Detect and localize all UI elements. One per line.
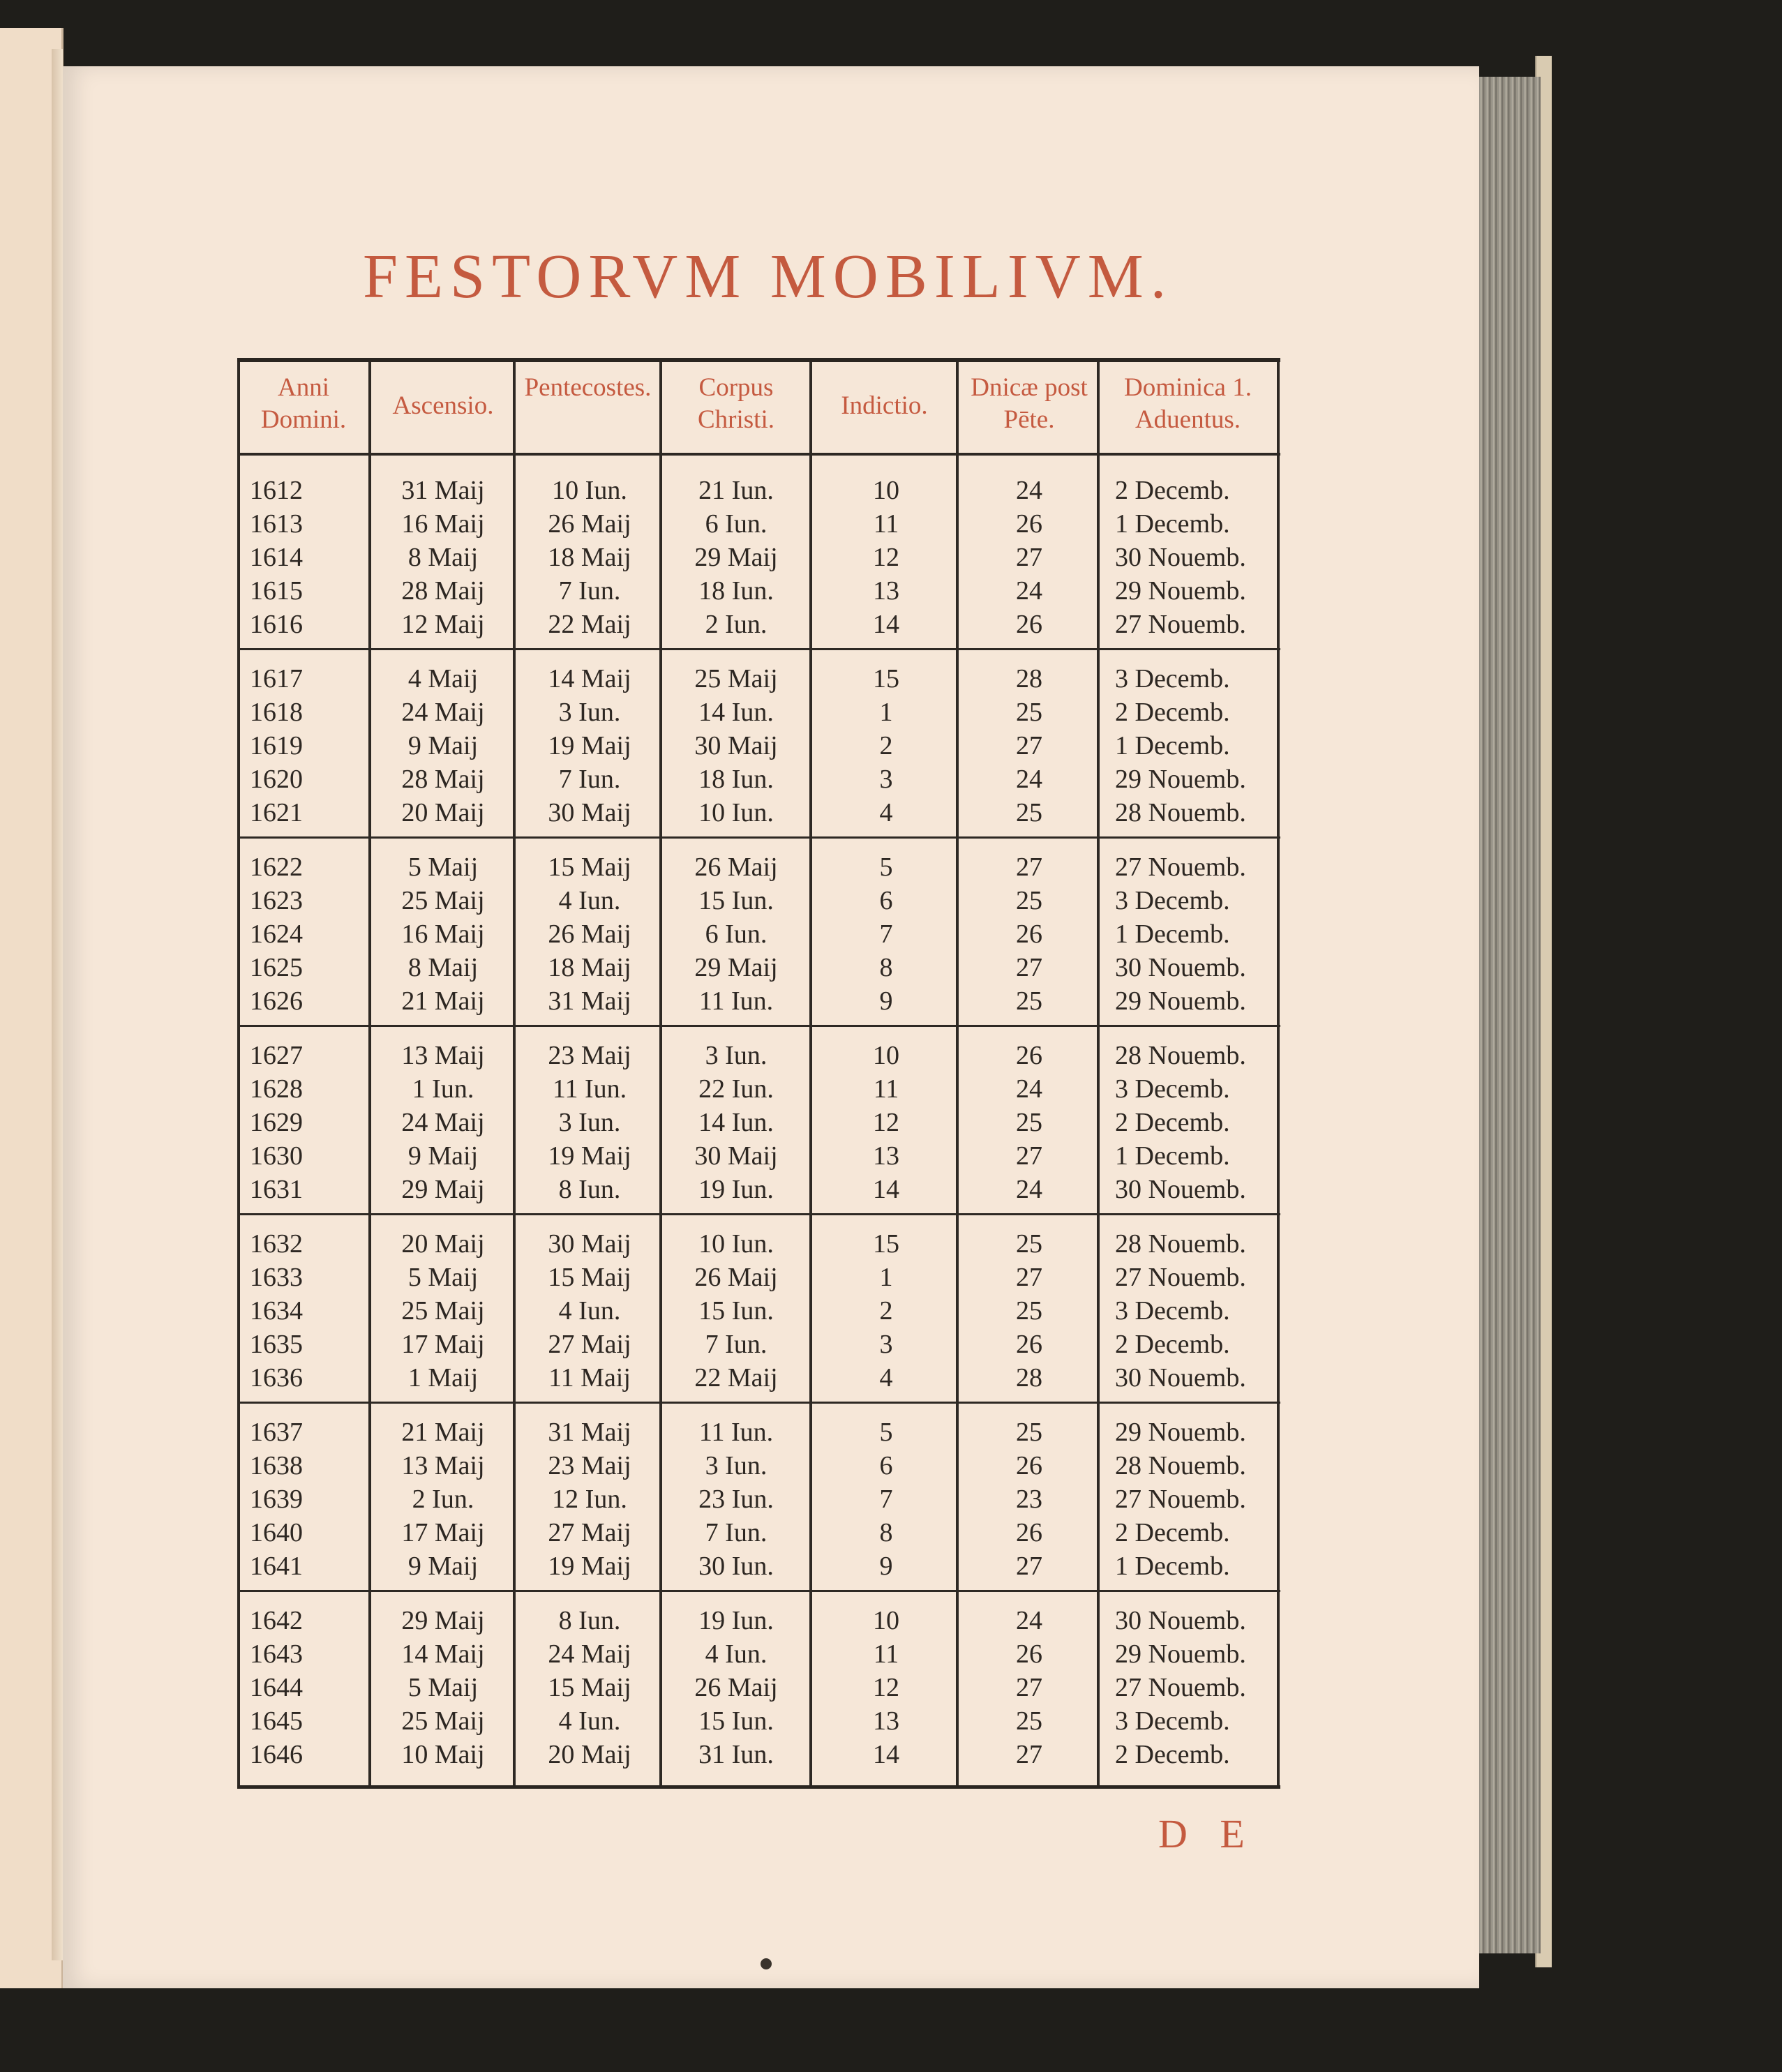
cell-adventus: 29 Nouemb. — [1115, 1418, 1246, 1447]
cell-dominicae: 26 — [1016, 1639, 1042, 1669]
cell-adventus: 3 Decemb. — [1115, 664, 1230, 693]
cell-indictio: 1 — [879, 698, 893, 727]
cell-indictio: 7 — [879, 919, 893, 949]
cell-ascensio: 5 Maij — [407, 1263, 479, 1292]
movable-feasts-table — [237, 358, 1280, 1789]
cell-corpus-christi: 3 Iun. — [705, 1451, 768, 1480]
cell-adventus: 30 Nouemb. — [1115, 953, 1246, 982]
cell-dominicae: 25 — [1016, 1706, 1042, 1736]
cell-corpus-christi: 6 Iun. — [705, 919, 768, 949]
cell-adventus: 1 Decemb. — [1115, 509, 1230, 539]
cell-indictio: 14 — [873, 1175, 899, 1204]
cell-pentecostes: 8 Iun. — [558, 1606, 621, 1635]
cell-adventus: 29 Nouemb. — [1115, 1639, 1246, 1669]
cell-adventus: 2 Decemb. — [1115, 1518, 1230, 1547]
cell-corpus-christi: 26 Maij — [694, 1263, 778, 1292]
cell-corpus-christi: 29 Maij — [694, 953, 778, 982]
cell-year: 1645 — [250, 1706, 303, 1736]
cell-corpus-christi: 2 Iun. — [705, 610, 768, 639]
cell-pentecostes: 27 Maij — [548, 1330, 631, 1359]
cell-year: 1623 — [250, 886, 303, 915]
cell-dominicae: 25 — [1016, 798, 1042, 827]
cell-pentecostes: 8 Iun. — [558, 1175, 621, 1204]
cell-adventus: 2 Decemb. — [1115, 476, 1230, 505]
cell-year: 1624 — [250, 919, 303, 949]
cell-indictio: 8 — [879, 1518, 893, 1547]
cell-corpus-christi: 7 Iun. — [705, 1518, 768, 1547]
cell-adventus: 27 Nouemb. — [1115, 1263, 1246, 1292]
cell-adventus: 2 Decemb. — [1115, 1330, 1230, 1359]
cell-corpus-christi: 15 Iun. — [698, 886, 774, 915]
cell-corpus-christi: 4 Iun. — [705, 1639, 768, 1669]
cell-ascensio: 9 Maij — [407, 1141, 479, 1171]
cell-year: 1637 — [250, 1418, 303, 1447]
cell-pentecostes: 20 Maij — [548, 1740, 631, 1769]
cell-adventus: 29 Nouemb. — [1115, 576, 1246, 606]
cell-ascensio: 8 Maij — [407, 543, 479, 572]
cell-dominicae: 24 — [1016, 1175, 1042, 1204]
cell-indictio: 9 — [879, 986, 893, 1016]
cell-corpus-christi: 18 Iun. — [698, 765, 774, 794]
cell-corpus-christi: 30 Maij — [694, 1141, 778, 1171]
cell-year: 1626 — [250, 986, 303, 1016]
cell-corpus-christi: 11 Iun. — [698, 1418, 774, 1447]
cell-year: 1619 — [250, 731, 303, 760]
cell-dominicae: 26 — [1016, 1330, 1042, 1359]
cell-pentecostes: 7 Iun. — [558, 765, 621, 794]
cell-indictio: 14 — [873, 1740, 899, 1769]
column-rule — [659, 362, 662, 1785]
cell-corpus-christi: 15 Iun. — [698, 1296, 774, 1326]
cell-indictio: 15 — [873, 1229, 899, 1259]
cell-pentecostes: 19 Maij — [548, 731, 631, 760]
cell-ascensio: 21 Maij — [401, 1418, 485, 1447]
cell-pentecostes: 18 Maij — [548, 543, 631, 572]
cell-corpus-christi: 10 Iun. — [698, 1229, 774, 1259]
cell-adventus: 1 Decemb. — [1115, 919, 1230, 949]
cell-pentecostes: 22 Maij — [548, 610, 631, 639]
cell-indictio: 5 — [879, 853, 893, 882]
cell-ascensio: 29 Maij — [401, 1606, 485, 1635]
cell-year: 1618 — [250, 698, 303, 727]
cell-ascensio: 17 Maij — [401, 1330, 485, 1359]
cell-adventus: 27 Nouemb. — [1115, 610, 1246, 639]
cell-indictio: 13 — [873, 1141, 899, 1171]
gutter-shadow — [52, 49, 63, 1960]
cell-pentecostes: 15 Maij — [548, 853, 631, 882]
cell-adventus: 28 Nouemb. — [1115, 1041, 1246, 1070]
cell-ascensio: 4 Maij — [407, 664, 479, 693]
cell-dominicae: 27 — [1016, 731, 1042, 760]
cell-ascensio: 1 Maij — [407, 1363, 479, 1392]
cell-indictio: 4 — [879, 798, 893, 827]
header-corpus-christi: Corpus Christi. — [698, 373, 774, 434]
cell-corpus-christi: 6 Iun. — [705, 509, 768, 539]
cell-ascensio: 13 Maij — [401, 1451, 485, 1480]
cell-corpus-christi: 22 Maij — [694, 1363, 778, 1392]
cell-year: 1628 — [250, 1074, 303, 1104]
cell-corpus-christi: 23 Iun. — [698, 1485, 774, 1514]
cell-adventus: 3 Decemb. — [1115, 1074, 1230, 1104]
header-dominicae: Dnicæ post Pēte. — [971, 373, 1088, 434]
column-rule — [368, 362, 371, 1785]
cell-year: 1633 — [250, 1263, 303, 1292]
cell-pentecostes: 19 Maij — [548, 1552, 631, 1581]
cell-ascensio: 9 Maij — [407, 731, 479, 760]
cell-indictio: 15 — [873, 664, 899, 693]
cell-year: 1646 — [250, 1740, 303, 1769]
cell-corpus-christi: 15 Iun. — [698, 1706, 774, 1736]
column-rule — [237, 362, 240, 1785]
cell-year: 1643 — [250, 1639, 303, 1669]
cell-ascensio: 29 Maij — [401, 1175, 485, 1204]
cell-ascensio: 28 Maij — [401, 576, 485, 606]
group-rule — [237, 1025, 1280, 1027]
cell-corpus-christi: 14 Iun. — [698, 698, 774, 727]
group-rule — [237, 1590, 1280, 1592]
header-ascensio: Ascensio. — [392, 391, 494, 420]
cell-dominicae: 28 — [1016, 1363, 1042, 1392]
cell-year: 1638 — [250, 1451, 303, 1480]
cell-year: 1644 — [250, 1673, 303, 1702]
cell-pentecostes: 24 Maij — [548, 1639, 631, 1669]
cell-pentecostes: 14 Maij — [548, 664, 631, 693]
cell-year: 1631 — [250, 1175, 303, 1204]
cell-indictio: 12 — [873, 1673, 899, 1702]
cell-indictio: 14 — [873, 610, 899, 639]
cell-dominicae: 27 — [1016, 1141, 1042, 1171]
cell-dominicae: 25 — [1016, 1418, 1042, 1447]
group-rule — [237, 1213, 1280, 1215]
cell-pentecostes: 11 Maij — [548, 1363, 631, 1392]
cell-corpus-christi: 7 Iun. — [705, 1330, 768, 1359]
cell-ascensio: 20 Maij — [401, 1229, 485, 1259]
cell-year: 1634 — [250, 1296, 303, 1326]
cell-corpus-christi: 19 Iun. — [698, 1175, 774, 1204]
cell-year: 1615 — [250, 576, 303, 606]
cell-adventus: 29 Nouemb. — [1115, 765, 1246, 794]
column-rule — [513, 362, 516, 1785]
cell-dominicae: 28 — [1016, 664, 1042, 693]
cell-corpus-christi: 26 Maij — [694, 853, 778, 882]
cell-dominicae: 23 — [1016, 1485, 1042, 1514]
cell-corpus-christi: 19 Iun. — [698, 1606, 774, 1635]
cell-dominicae: 27 — [1016, 1673, 1042, 1702]
cell-year: 1612 — [250, 476, 303, 505]
cell-pentecostes: 23 Maij — [548, 1041, 631, 1070]
header-year: Anni Domini. — [260, 373, 347, 434]
cell-ascensio: 31 Maij — [401, 476, 485, 505]
cell-indictio: 11 — [873, 1639, 899, 1669]
cell-dominicae: 24 — [1016, 1074, 1042, 1104]
cell-corpus-christi: 21 Iun. — [698, 476, 774, 505]
cell-adventus: 2 Decemb. — [1115, 1108, 1230, 1137]
cell-adventus: 3 Decemb. — [1115, 1296, 1230, 1326]
cell-pentecostes: 30 Maij — [548, 1229, 631, 1259]
cell-adventus: 2 Decemb. — [1115, 698, 1230, 727]
cell-adventus: 27 Nouemb. — [1115, 1485, 1246, 1514]
cell-year: 1635 — [250, 1330, 303, 1359]
cell-indictio: 12 — [873, 543, 899, 572]
cell-pentecostes: 7 Iun. — [558, 576, 621, 606]
cell-corpus-christi: 29 Maij — [694, 543, 778, 572]
group-rule — [237, 648, 1280, 650]
cell-indictio: 13 — [873, 1706, 899, 1736]
cell-indictio: 3 — [879, 1330, 893, 1359]
cell-dominicae: 26 — [1016, 509, 1042, 539]
cell-adventus: 1 Decemb. — [1115, 1141, 1230, 1171]
cell-adventus: 30 Nouemb. — [1115, 1606, 1246, 1635]
cell-indictio: 8 — [879, 953, 893, 982]
cell-adventus: 28 Nouemb. — [1115, 798, 1246, 827]
cell-adventus: 28 Nouemb. — [1115, 1451, 1246, 1480]
cell-year: 1627 — [250, 1041, 303, 1070]
cell-dominicae: 27 — [1016, 953, 1042, 982]
cell-indictio: 3 — [879, 765, 893, 794]
cell-ascensio: 10 Maij — [401, 1740, 485, 1769]
page-stack-edge — [1478, 77, 1541, 1953]
cell-ascensio: 24 Maij — [401, 698, 485, 727]
cell-indictio: 10 — [873, 476, 899, 505]
cell-adventus: 30 Nouemb. — [1115, 1363, 1246, 1392]
cell-indictio: 11 — [873, 1074, 899, 1104]
cell-dominicae: 26 — [1016, 1451, 1042, 1480]
cell-indictio: 7 — [879, 1485, 893, 1514]
cell-ascensio: 5 Maij — [407, 853, 479, 882]
cell-adventus: 27 Nouemb. — [1115, 853, 1246, 882]
cell-dominicae: 24 — [1016, 576, 1042, 606]
cell-dominicae: 24 — [1016, 476, 1042, 505]
cell-pentecostes: 23 Maij — [548, 1451, 631, 1480]
cell-year: 1640 — [250, 1518, 303, 1547]
cell-indictio: 10 — [873, 1606, 899, 1635]
cell-year: 1632 — [250, 1229, 303, 1259]
cell-dominicae: 24 — [1016, 1606, 1042, 1635]
cell-pentecostes: 19 Maij — [548, 1141, 631, 1171]
cell-dominicae: 25 — [1016, 1229, 1042, 1259]
cell-ascensio: 16 Maij — [401, 919, 485, 949]
cell-indictio: 5 — [879, 1418, 893, 1447]
cell-dominicae: 27 — [1016, 543, 1042, 572]
column-rule — [809, 362, 812, 1785]
cell-pentecostes: 18 Maij — [548, 953, 631, 982]
cell-dominicae: 25 — [1016, 1296, 1042, 1326]
cell-year: 1630 — [250, 1141, 303, 1171]
cell-year: 1614 — [250, 543, 303, 572]
cell-ascensio: 16 Maij — [401, 509, 485, 539]
cell-indictio: 11 — [873, 509, 899, 539]
ink-spot — [761, 1958, 772, 1969]
header-indictio: Indictio. — [841, 391, 928, 420]
cell-ascensio: 24 Maij — [401, 1108, 485, 1137]
cell-dominicae: 24 — [1016, 765, 1042, 794]
cell-pentecostes: 27 Maij — [548, 1518, 631, 1547]
cell-adventus: 3 Decemb. — [1115, 1706, 1230, 1736]
cell-indictio: 9 — [879, 1552, 893, 1581]
cell-pentecostes: 31 Maij — [548, 1418, 631, 1447]
group-rule — [237, 836, 1280, 839]
cell-indictio: 12 — [873, 1108, 899, 1137]
cell-ascensio: 25 Maij — [401, 1706, 485, 1736]
cell-corpus-christi: 25 Maij — [694, 664, 778, 693]
cell-pentecostes: 31 Maij — [548, 986, 631, 1016]
cell-pentecostes: 4 Iun. — [558, 1706, 621, 1736]
cell-corpus-christi: 26 Maij — [694, 1673, 778, 1702]
cell-adventus: 29 Nouemb. — [1115, 986, 1246, 1016]
cell-corpus-christi: 14 Iun. — [698, 1108, 774, 1137]
cell-year: 1639 — [250, 1485, 303, 1514]
cell-pentecostes: 26 Maij — [548, 509, 631, 539]
cell-corpus-christi: 11 Iun. — [698, 986, 774, 1016]
cell-dominicae: 27 — [1016, 1263, 1042, 1292]
cell-corpus-christi: 30 Iun. — [698, 1552, 774, 1581]
cell-year: 1636 — [250, 1363, 303, 1392]
cell-indictio: 2 — [879, 1296, 893, 1326]
cell-dominicae: 27 — [1016, 853, 1042, 882]
cell-corpus-christi: 30 Maij — [694, 731, 778, 760]
cell-year: 1625 — [250, 953, 303, 982]
cell-year: 1616 — [250, 610, 303, 639]
cell-dominicae: 25 — [1016, 886, 1042, 915]
column-rule — [956, 362, 959, 1785]
cell-year: 1617 — [250, 664, 303, 693]
header-pentecostes: Pentecostes. — [524, 373, 652, 402]
header-rule — [237, 453, 1280, 456]
cell-dominicae: 27 — [1016, 1740, 1042, 1769]
cell-pentecostes: 11 Iun. — [552, 1074, 627, 1104]
cell-adventus: 30 Nouemb. — [1115, 543, 1246, 572]
cell-ascensio: 20 Maij — [401, 798, 485, 827]
cell-ascensio: 2 Iun. — [412, 1485, 474, 1514]
group-rule — [237, 1402, 1280, 1404]
cell-year: 1642 — [250, 1606, 303, 1635]
cell-dominicae: 26 — [1016, 610, 1042, 639]
cell-pentecostes: 12 Iun. — [552, 1485, 627, 1514]
cell-adventus: 1 Decemb. — [1115, 731, 1230, 760]
cell-pentecostes: 4 Iun. — [558, 1296, 621, 1326]
cell-ascensio: 17 Maij — [401, 1518, 485, 1547]
cell-indictio: 4 — [879, 1363, 893, 1392]
cell-year: 1629 — [250, 1108, 303, 1137]
cell-ascensio: 25 Maij — [401, 1296, 485, 1326]
cell-ascensio: 14 Maij — [401, 1639, 485, 1669]
cell-year: 1621 — [250, 798, 303, 827]
header-adventus: Dominica 1. Aduentus. — [1124, 373, 1252, 434]
cell-year: 1613 — [250, 509, 303, 539]
cell-pentecostes: 15 Maij — [548, 1673, 631, 1702]
cell-ascensio: 25 Maij — [401, 886, 485, 915]
cell-pentecostes: 30 Maij — [548, 798, 631, 827]
cell-ascensio: 1 Iun. — [412, 1074, 474, 1104]
page-title: FESTORVM MOBILIVM. — [363, 242, 1174, 311]
cell-corpus-christi: 31 Iun. — [698, 1740, 774, 1769]
cell-indictio: 2 — [879, 731, 893, 760]
column-rule — [1097, 362, 1100, 1785]
cell-ascensio: 8 Maij — [407, 953, 479, 982]
cell-indictio: 6 — [879, 1451, 893, 1480]
cell-dominicae: 26 — [1016, 919, 1042, 949]
cell-adventus: 28 Nouemb. — [1115, 1229, 1246, 1259]
cell-ascensio: 12 Maij — [401, 610, 485, 639]
cell-adventus: 27 Nouemb. — [1115, 1673, 1246, 1702]
cell-pentecostes: 15 Maij — [548, 1263, 631, 1292]
cell-indictio: 6 — [879, 886, 893, 915]
cell-indictio: 1 — [879, 1263, 893, 1292]
cell-adventus: 2 Decemb. — [1115, 1740, 1230, 1769]
cell-ascensio: 13 Maij — [401, 1041, 485, 1070]
cell-corpus-christi: 22 Iun. — [698, 1074, 774, 1104]
cell-indictio: 10 — [873, 1041, 899, 1070]
cell-corpus-christi: 18 Iun. — [698, 576, 774, 606]
cell-ascensio: 21 Maij — [401, 986, 485, 1016]
cell-ascensio: 28 Maij — [401, 765, 485, 794]
cell-adventus: 1 Decemb. — [1115, 1552, 1230, 1581]
cell-year: 1620 — [250, 765, 303, 794]
cell-corpus-christi: 3 Iun. — [705, 1041, 768, 1070]
cell-ascensio: 5 Maij — [407, 1673, 479, 1702]
cell-pentecostes: 10 Iun. — [552, 476, 627, 505]
cell-dominicae: 27 — [1016, 1552, 1042, 1581]
book-page — [63, 66, 1479, 1988]
cell-corpus-christi: 10 Iun. — [698, 798, 774, 827]
cell-dominicae: 26 — [1016, 1041, 1042, 1070]
catchword: D E — [1158, 1811, 1256, 1856]
cell-dominicae: 25 — [1016, 986, 1042, 1016]
cell-dominicae: 25 — [1016, 698, 1042, 727]
cell-pentecostes: 3 Iun. — [558, 698, 621, 727]
cell-pentecostes: 4 Iun. — [558, 886, 621, 915]
cell-dominicae: 26 — [1016, 1518, 1042, 1547]
cell-pentecostes: 3 Iun. — [558, 1108, 621, 1137]
cell-year: 1622 — [250, 853, 303, 882]
cell-dominicae: 25 — [1016, 1108, 1042, 1137]
cell-ascensio: 9 Maij — [407, 1552, 479, 1581]
cell-indictio: 13 — [873, 576, 899, 606]
cell-adventus: 30 Nouemb. — [1115, 1175, 1246, 1204]
cell-adventus: 3 Decemb. — [1115, 886, 1230, 915]
cell-pentecostes: 26 Maij — [548, 919, 631, 949]
cell-year: 1641 — [250, 1552, 303, 1581]
